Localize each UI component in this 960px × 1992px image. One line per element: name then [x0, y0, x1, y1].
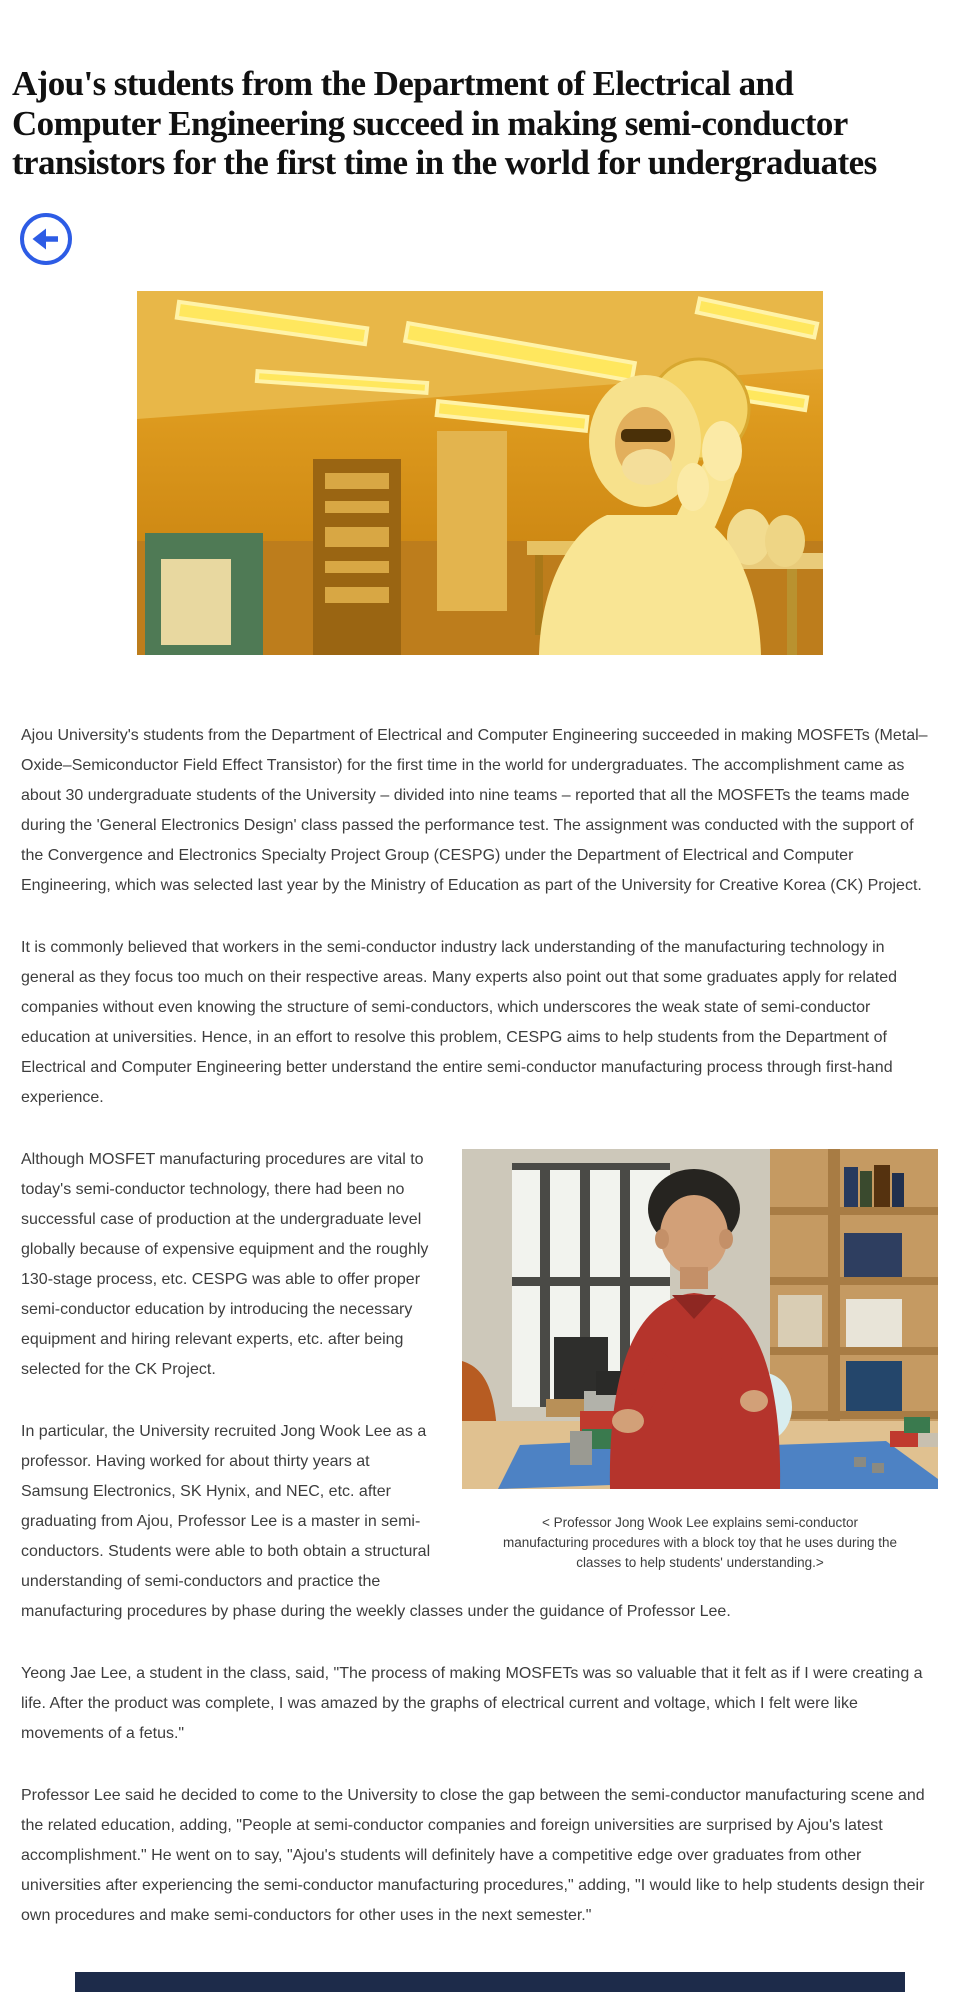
arrow-left-circle-icon — [18, 211, 74, 267]
cleanroom-lab-photo — [137, 291, 823, 655]
figure-caption: < Professor Jong Wook Lee explains semi-conductor manufacturing procedures with a block toy that he uses during the classes to help students' understanding.> — [503, 1514, 897, 1570]
page-title: Ajou's students from the Department of Electrical and Computer Engineering succeed in making semi-conductor transistors for the first time in the world for undergraduates — [12, 64, 877, 183]
article-body — [0, 721, 960, 1931]
paragraph-5: Yeong Jae Lee, a student in the class, said, "The process of making MOSFETs was so valuable that it felt as if I were creating a life. After the product was complete, I was amazed by the graphs of electrical current and voltage, which I felt were like movements of a fetus." — [21, 1664, 923, 1742]
paragraph-4: In particular, the University recruited Jong Wook Lee as a professor. Having worked for about thirty years at Samsung Electronics, SK Hynix, and NEC, etc. after graduating from Ajou, Professor Lee is a master in semi-conductors. Students were able to both obtain a structural understanding of semi-conductors and practice the manufacturing procedures by phase during the weekly classes under the guidance of Professor Lee. — [21, 1422, 731, 1620]
back-button[interactable] — [18, 211, 74, 267]
paragraph-3: Although MOSFET manufacturing procedures are vital to today's semi-conductor technology, there had been no successful case of production at the undergraduate level globally because of expensive equipment and the roughly 130-stage process, etc. CESPG was able to offer proper semi-conductor education by introducing the necessary equipment and hiring relevant experts, etc. after being selected for the CK Project. — [21, 1150, 429, 1378]
professor-office-photo — [462, 1149, 938, 1489]
paragraph-6: Professor Lee said he decided to come to the University to close the gap between the semi-conductor manufacturing scene and the related education, adding, "People at semi-conductor companies and foreign universities are surprised by Ajou's latest accomplishment." He went on to say, "Ajou's students will definitely have a competitive edge over graduates from other universities after experiencing the semi-conductor manufacturing procedures," adding, "I would like to help students design their own procedures and make semi-conductors for other uses in the next semester." — [21, 1786, 925, 1924]
professor-figure — [462, 1149, 938, 1573]
paragraph-1: Ajou University's students from the Department of Electrical and Computer Engineering succeeded in making MOSFETs (Metal–Oxide–Semiconductor Field Effect Transistor) for the first time in the world for undergraduates. The accomplishment came as about 30 undergraduate students of the University – divided into nine teams – reported that all the MOSFETs the teams made during the 'General Electronics Design' class passed the performance test. The assignment was conducted with the support of the Convergence and Electronics Specialty Project Group (CESPG) under the Department of Electrical and Computer Engineering, which was selected last year by the Ministry of Education as part of the University for Creative Korea (CK) Project. — [21, 726, 928, 894]
paragraph-2: It is commonly believed that workers in the semi-conductor industry lack understanding of the manufacturing technology in general as they focus too much on their respective areas. Many experts also point out that some graduates apply for related companies without even knowing the structure of semi-conductors, which underscores the weak state of semi-conductor education at universities. Hence, in an effort to resolve this problem, CESPG aims to help students from the Department of Electrical and Computer Engineering better understand the entire semi-conductor manufacturing process through first-hand experience. — [21, 938, 898, 1106]
footer-bar — [75, 1972, 905, 1992]
